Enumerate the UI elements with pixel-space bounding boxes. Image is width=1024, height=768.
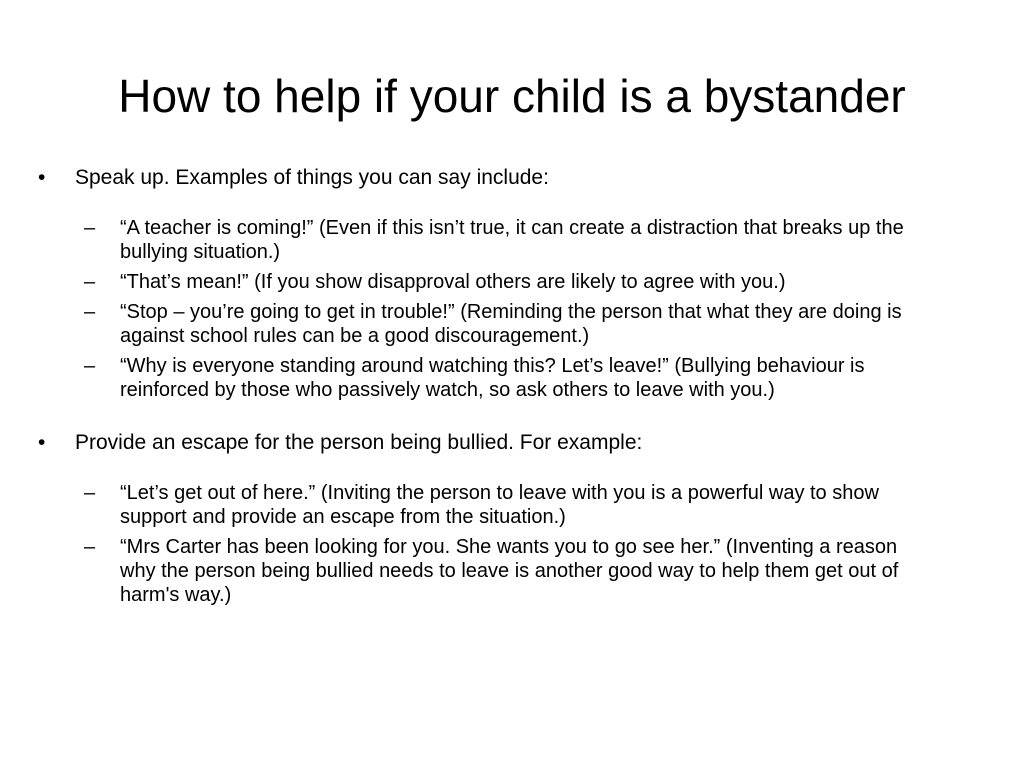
section-speak-up (38, 165, 988, 402)
list-item-text: “That’s mean!” (If you show disapproval others are likely to agree with you.) (120, 271, 786, 293)
bullet-speak-up: • Speak up. Examples of things you can say include: (38, 165, 988, 191)
list-item-text: “Let’s get out of here.” (Inviting the person to leave with you is a powerful way to show support and provide an escape from the situation.) (120, 482, 879, 528)
bullet-provide-escape: • Provide an escape for the person being bullied. For example: (38, 430, 988, 456)
list-item (84, 354, 938, 402)
sub-list-speak-up (38, 216, 988, 402)
list-item-text: “A teacher is coming!” (Even if this isn’t true, it can create a distraction that breaks up the bullying situation.) (120, 217, 904, 263)
slide-content (38, 165, 988, 613)
list-item (84, 535, 938, 607)
dash-marker: – (84, 482, 96, 504)
dash-marker: – (84, 355, 96, 377)
dash-marker: – (84, 217, 96, 239)
list-item (84, 270, 938, 294)
list-item (84, 481, 938, 529)
list-item-text: “Mrs Carter has been looking for you. She wants you to go see her.” (Inventing a reason why the person being bullied needs to leave is another good way to help them get out of harm's way.) (120, 536, 899, 606)
list-item-text: “Why is everyone standing around watching this? Let’s leave!” (Bullying behaviour is reinforced by those who passively watch, so ask others to leave with you.) (120, 355, 865, 401)
sub-list-provide-escape (38, 481, 988, 607)
slide-title: How to help if your child is a bystander (118, 70, 906, 122)
list-item (84, 216, 938, 264)
dash-marker: – (84, 536, 96, 558)
list-item-text: “Stop – you’re going to get in trouble!” (Reminding the person that what they are doing is against school rules can be a good discouragement.) (120, 301, 902, 347)
section-provide-escape (38, 430, 988, 607)
dash-marker: – (84, 271, 96, 293)
dash-marker: – (84, 301, 96, 323)
list-item (84, 300, 938, 348)
